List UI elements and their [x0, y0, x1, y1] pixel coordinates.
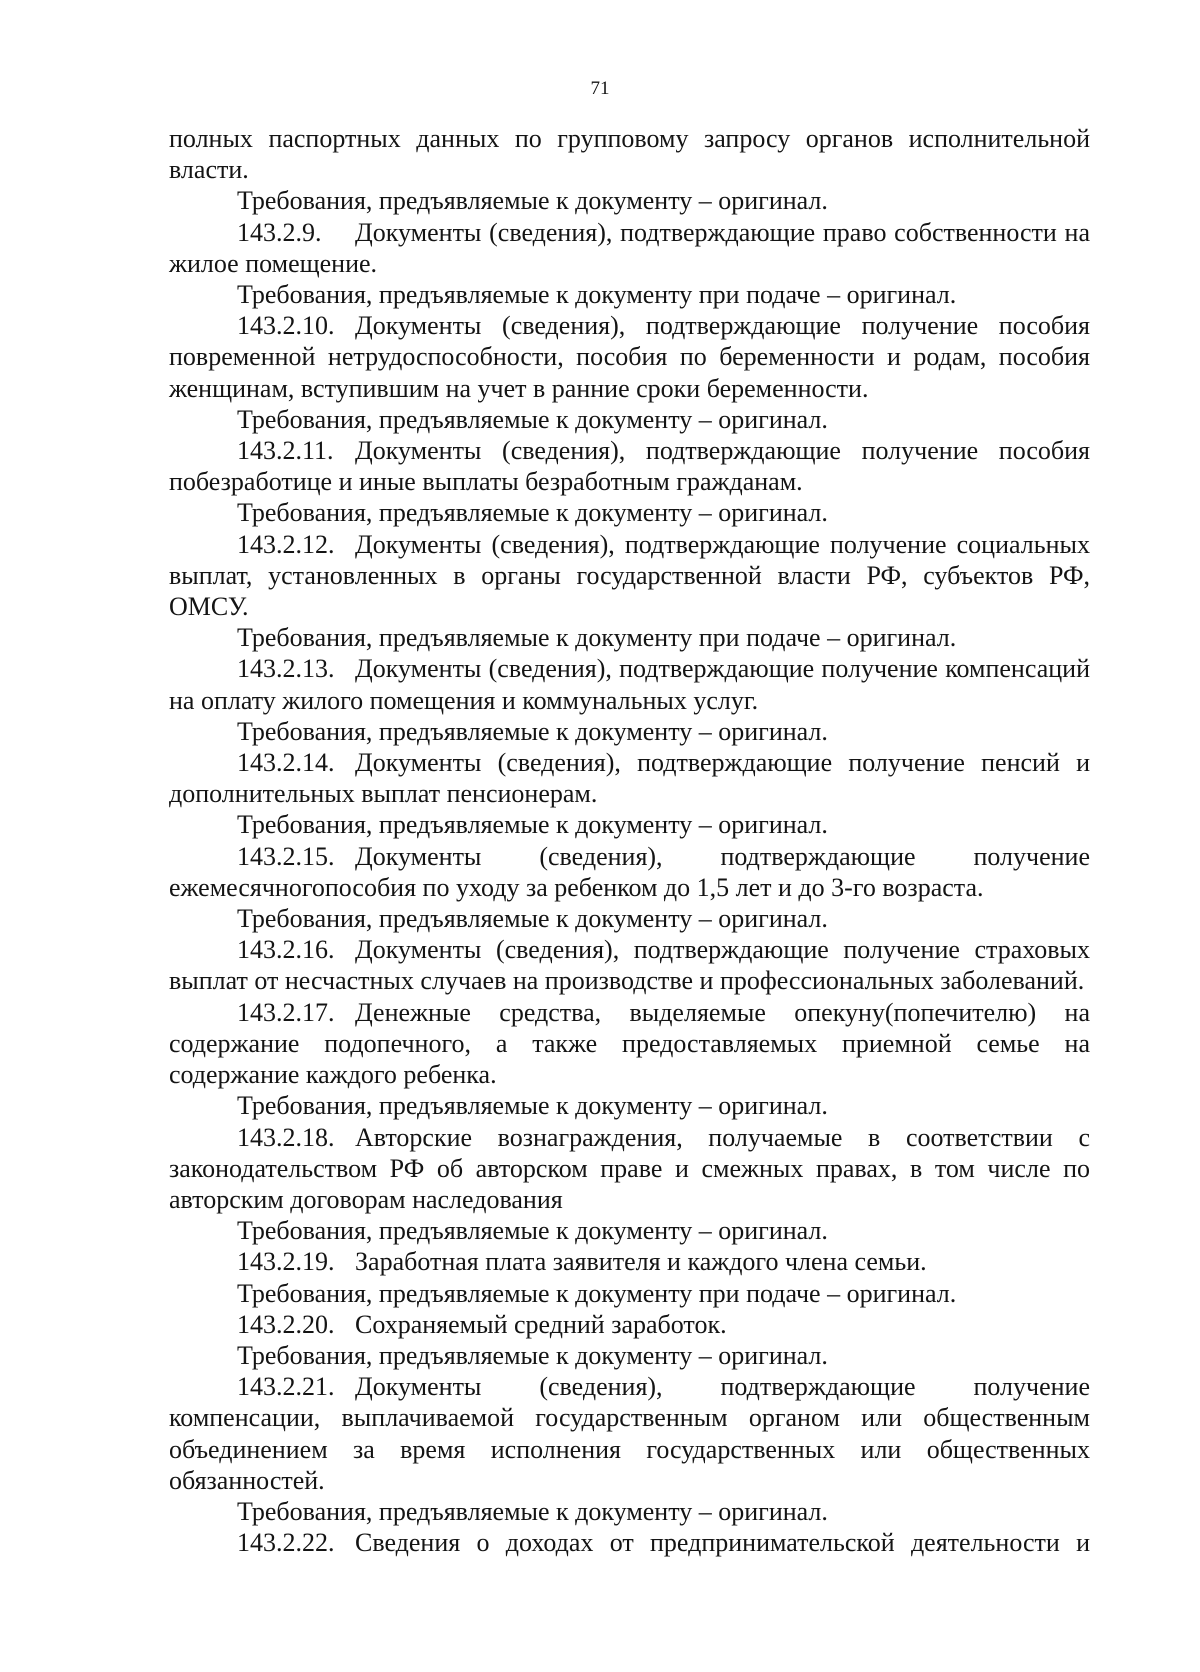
item-number: 143.2.11. [237, 436, 334, 466]
item-text: Заработная плата заявителя и каждого члена семьи. [355, 1247, 927, 1277]
item-number: 143.2.16. [237, 935, 335, 965]
list-item-143-2-10 [169, 310, 1090, 404]
item-number: 143.2.14. [237, 748, 335, 778]
item-number: 143.2.10. [237, 311, 335, 341]
item-number: 143.2.12. [237, 529, 335, 559]
item-text: Документы (сведения), подтверждающие получение ежемесячногопособия по уходу за ребенком до 1,5 лет и до 3-го возраста. [169, 841, 1090, 902]
item-text: Документы (сведения), подтверждающие получение компенсаций на оплату жилого помещения и коммунальных услуг. [169, 654, 1090, 715]
item-number: 143.2.22. [237, 1528, 335, 1558]
list-item-143-2-11 [169, 435, 1090, 497]
requirement-line: Требования, предъявляемые к документу – оригинал. [237, 904, 828, 934]
item-text: Денежные средства, выделяемые опекуну(попечителю) на содержание подопечного, а также предоставляемых приемной семье на содержание каждого ребенка. [169, 997, 1090, 1090]
list-item-143-2-16 [169, 934, 1090, 996]
list-item-143-2-19 [169, 1246, 1090, 1277]
list-item-143-2-17 [169, 997, 1090, 1091]
requirement-line: Требования, предъявляемые к документу – оригинал. [237, 1340, 828, 1370]
item-text: Сведения о доходах от предпринимательской деятельности и [355, 1528, 1090, 1558]
item-text: Документы (сведения), подтверждающие получение компенсации, выплачиваемой государственным органом или общественным объединением за время исполнения государственных или общественных обязанностей. [169, 1372, 1090, 1495]
paragraph-continuation: полных паспортных данных по групповому запросу органов исполнительной власти. [169, 124, 1090, 185]
requirement-line: Требования, предъявляемые к документу при подаче – оригинал. [237, 1278, 957, 1308]
requirement-line: Требования, предъявляемые к документу – оригинал. [237, 810, 828, 840]
item-number: 143.2.20. [237, 1309, 335, 1339]
requirement-line: Требования, предъявляемые к документу – оригинал. [237, 716, 828, 746]
item-number: 143.2.9. [237, 217, 322, 247]
item-text: Документы (сведения), подтверждающие получение пособия повременной нетрудоспособности, пособия по беременности и родам, пособия женщинам, вступившим на учет в ранние сроки беременности. [169, 311, 1090, 403]
list-item-143-2-21 [169, 1371, 1090, 1496]
item-text: Авторские вознаграждения, получаемые в соответствии с законодательством РФ об авторском праве и смежных правах, в том числе по авторским договорам наследования [169, 1122, 1090, 1214]
list-item-143-2-22 [169, 1527, 1090, 1558]
list-item-143-2-14 [169, 747, 1090, 809]
item-text: Документы (сведения), подтверждающие право собственности на жилое помещение. [169, 217, 1090, 278]
item-text: Документы (сведения), подтверждающие получение социальных выплат, установленных в органы государственной власти РФ, субъектов РФ, ОМСУ. [169, 529, 1090, 622]
requirement-line: Требования, предъявляемые к документу – оригинал. [237, 404, 828, 434]
requirement-line: Требования, предъявляемые к документу – оригинал. [237, 498, 828, 528]
requirement-line: Требования, предъявляемые к документу при подаче – оригинал. [237, 280, 957, 310]
document-body [169, 123, 1090, 1558]
page-number: 71 [590, 78, 610, 99]
list-item-143-2-12 [169, 529, 1090, 623]
item-text: Документы (сведения), подтверждающие получение страховых выплат от несчастных случаев на производстве и профессиональных заболеваний. [169, 935, 1090, 996]
list-item-143-2-18 [169, 1122, 1090, 1216]
item-text: Документы (сведения), подтверждающие получение пенсий и дополнительных выплат пенсионерам. [169, 748, 1090, 809]
list-item-143-2-15 [169, 841, 1090, 903]
list-item-143-2-9 [169, 217, 1090, 279]
requirement-line: Требования, предъявляемые к документу – оригинал. [237, 1091, 828, 1121]
item-number: 143.2.17. [237, 997, 335, 1027]
requirement-line: Требования, предъявляемые к документу – оригинал. [237, 1496, 828, 1526]
item-number: 143.2.19. [237, 1247, 335, 1277]
requirement-line: Требования, предъявляемые к документу – оригинал. [237, 186, 828, 216]
item-number: 143.2.15. [237, 841, 335, 871]
requirement-line: Требования, предъявляемые к документу – оригинал. [237, 1216, 828, 1246]
list-item-143-2-13 [169, 653, 1090, 715]
item-text: Сохраняемый средний заработок. [355, 1309, 727, 1339]
item-number: 143.2.21. [237, 1372, 335, 1402]
item-text: Документы (сведения), подтверждающие получение пособия побезработице и иные выплаты безработным гражданам. [169, 436, 1090, 497]
requirement-line: Требования, предъявляемые к документу при подаче – оригинал. [237, 623, 957, 653]
list-item-143-2-20 [169, 1309, 1090, 1340]
item-number: 143.2.18. [237, 1122, 335, 1152]
item-number: 143.2.13. [237, 654, 335, 684]
